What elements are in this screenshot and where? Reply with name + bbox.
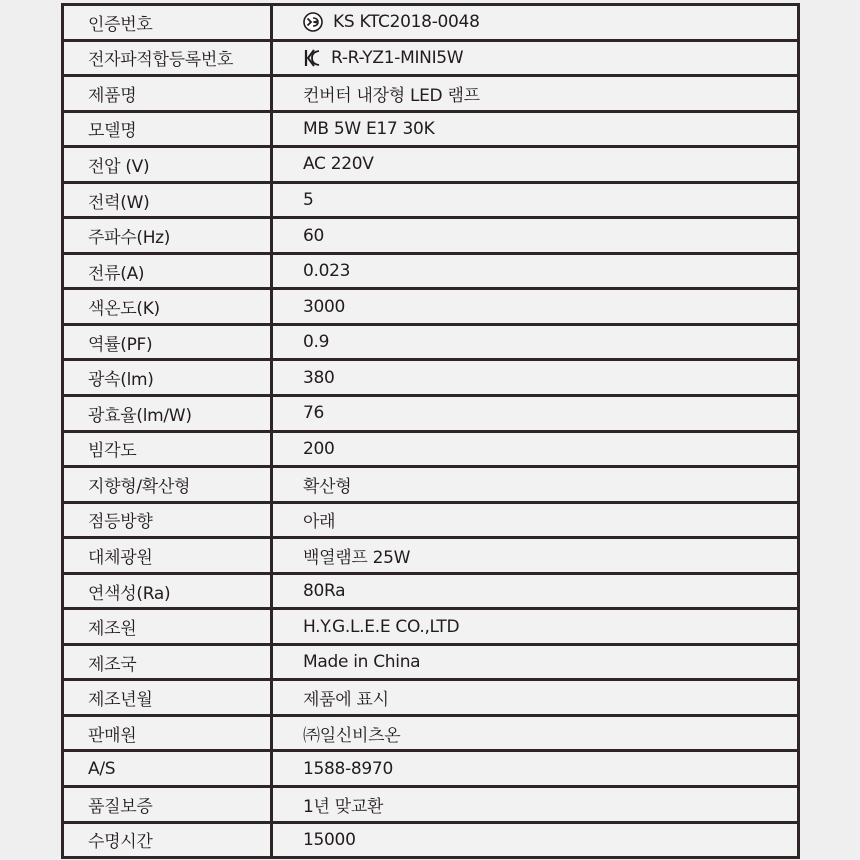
table-row xyxy=(64,433,797,466)
spec-value-cell xyxy=(273,433,797,466)
spec-label: 색온도(K) xyxy=(64,290,270,323)
table-row xyxy=(64,752,797,785)
table-row xyxy=(64,148,797,181)
spec-label: 인증번호 xyxy=(64,6,270,39)
spec-value-cell xyxy=(273,575,797,608)
table-row xyxy=(64,539,797,572)
spec-label: 연색성(Ra) xyxy=(64,575,270,608)
spec-value-cell xyxy=(273,610,797,643)
table-row xyxy=(64,184,797,217)
table-row xyxy=(64,290,797,323)
spec-value-cell xyxy=(273,77,797,110)
spec-label: 제조원 xyxy=(64,610,270,643)
spec-value-cell xyxy=(273,290,797,323)
spec-value: H.Y.G.L.E.E CO.,LTD xyxy=(303,616,460,637)
spec-value-cell xyxy=(273,681,797,714)
spec-label: 모델명 xyxy=(64,113,270,146)
table-row xyxy=(64,681,797,714)
spec-label: 전압 (V) xyxy=(64,148,270,181)
spec-label: 전력(W) xyxy=(64,184,270,217)
table-row xyxy=(64,361,797,394)
spec-label: 전자파적합등록번호 xyxy=(64,42,270,75)
spec-label: 광효율(lm/W) xyxy=(64,397,270,430)
spec-value-cell xyxy=(273,361,797,394)
spec-value-cell xyxy=(273,788,797,821)
spec-value: 백열램프 25W xyxy=(303,547,411,568)
spec-value: 0.023 xyxy=(303,261,351,282)
spec-value: 0.9 xyxy=(303,332,330,353)
spec-value: 76 xyxy=(303,403,325,424)
table-row xyxy=(64,326,797,359)
table-row xyxy=(64,610,797,643)
table-row xyxy=(64,575,797,608)
spec-value: 380 xyxy=(303,367,335,388)
spec-value: 확산형 xyxy=(303,476,352,497)
spec-value-cell xyxy=(273,752,797,785)
spec-table xyxy=(61,3,800,859)
table-row xyxy=(64,42,797,75)
spec-value: 60 xyxy=(303,225,325,246)
spec-value: 200 xyxy=(303,438,335,459)
table-row xyxy=(64,468,797,501)
spec-value-cell xyxy=(273,184,797,217)
spec-value: 3000 xyxy=(303,296,346,317)
spec-label: 판매원 xyxy=(64,717,270,750)
spec-value: 컨버터 내장형 LED 램프 xyxy=(303,85,480,106)
spec-value-cell xyxy=(273,504,797,537)
spec-value: 15000 xyxy=(303,829,356,850)
table-row xyxy=(64,504,797,537)
spec-label: 품질보증 xyxy=(64,788,270,821)
spec-label: 역률(PF) xyxy=(64,326,270,359)
table-row xyxy=(64,824,797,857)
table-row xyxy=(64,788,797,821)
spec-value: MB 5W E17 30K xyxy=(303,118,435,139)
spec-value: 제품에 표시 xyxy=(303,690,389,711)
spec-value-cell xyxy=(273,255,797,288)
spec-value-cell xyxy=(273,717,797,750)
spec-value: 80Ra xyxy=(303,581,346,602)
table-row xyxy=(64,717,797,750)
kc-certification-mark-icon xyxy=(303,12,323,32)
spec-value-cell xyxy=(273,326,797,359)
spec-label: 전류(A) xyxy=(64,255,270,288)
spec-value: R-R-YZ1-MINI5W xyxy=(331,47,464,68)
spec-label: 점등방향 xyxy=(64,504,270,537)
spec-label: 제조국 xyxy=(64,646,270,679)
table-row xyxy=(64,6,797,39)
spec-value-cell xyxy=(273,6,797,39)
table-row xyxy=(64,113,797,146)
spec-label: 광속(lm) xyxy=(64,361,270,394)
spec-value-cell xyxy=(273,539,797,572)
spec-label: 제조년월 xyxy=(64,681,270,714)
table-row xyxy=(64,397,797,430)
spec-value: ㈜일신비츠온 xyxy=(303,725,401,746)
spec-value-cell xyxy=(273,42,797,75)
kc-mark-icon xyxy=(303,48,321,68)
spec-label: 빔각도 xyxy=(64,433,270,466)
spec-value-cell xyxy=(273,148,797,181)
table-row xyxy=(64,219,797,252)
spec-label: 대체광원 xyxy=(64,539,270,572)
table-row xyxy=(64,646,797,679)
spec-label: A/S xyxy=(64,752,270,785)
spec-value: 아래 xyxy=(303,512,336,533)
spec-label: 주파수(Hz) xyxy=(64,219,270,252)
spec-value: KS KTC2018-0048 xyxy=(333,12,480,33)
spec-value-cell xyxy=(273,113,797,146)
spec-value: AC 220V xyxy=(303,154,374,175)
spec-label: 제품명 xyxy=(64,77,270,110)
table-row xyxy=(64,77,797,110)
spec-value: 5 xyxy=(303,190,314,210)
spec-value-cell xyxy=(273,646,797,679)
spec-value-cell xyxy=(273,824,797,857)
spec-value-cell xyxy=(273,397,797,430)
spec-value-cell xyxy=(273,468,797,501)
spec-label: 수명시간 xyxy=(64,824,270,857)
spec-value: 1년 맞교환 xyxy=(303,796,384,817)
spec-value: 1588-8970 xyxy=(303,758,393,779)
table-row xyxy=(64,255,797,288)
spec-label: 지향형/확산형 xyxy=(64,468,270,501)
spec-value: Made in China xyxy=(303,652,421,673)
spec-value-cell xyxy=(273,219,797,252)
